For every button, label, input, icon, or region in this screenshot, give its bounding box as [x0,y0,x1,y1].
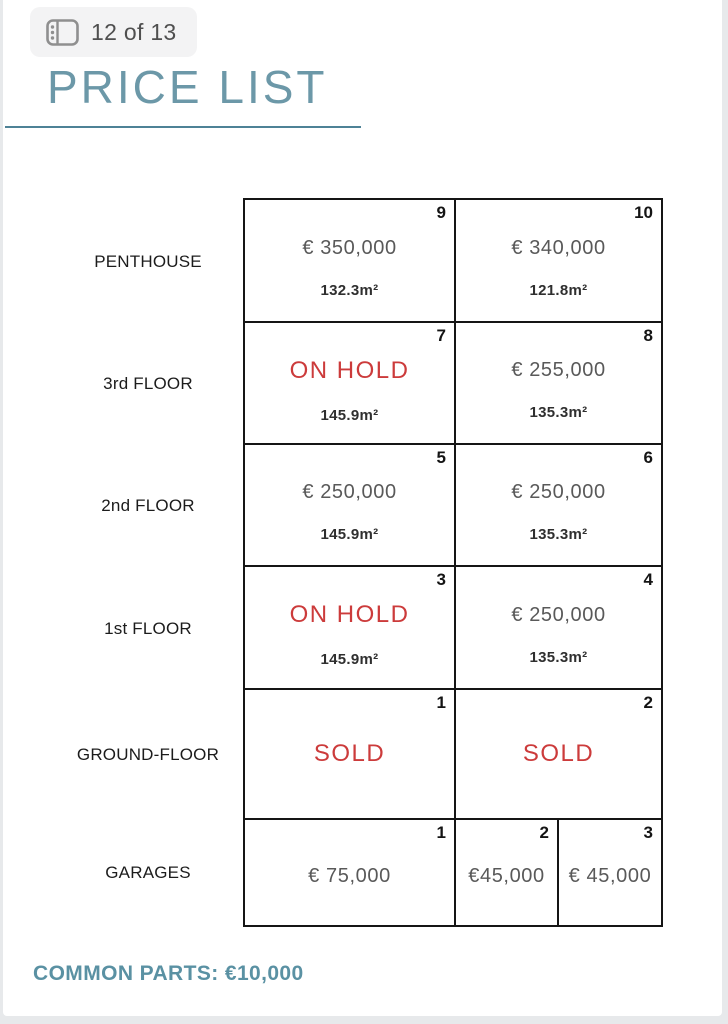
table-row-ground-floor [245,690,661,820]
unit-price: € 255,000 [511,359,606,381]
title-underline [5,126,361,128]
table-row-garages [245,820,661,925]
unit-area: 135.3m² [529,404,588,421]
table-row-2nd-floor [245,445,661,567]
unit-number: 6 [643,448,653,467]
garage-cell-2 [456,820,559,925]
floor-label-ground: GROUND-FLOOR [76,745,220,764]
page-title: PRICE LIST [47,61,328,113]
table-row-3rd-floor [245,323,661,445]
unit-number: 2 [539,823,549,842]
unit-price: € 340,000 [511,236,606,259]
unit-status: ON HOLD [289,356,410,384]
page-indicator-badge[interactable] [30,7,197,57]
garage-cell-3 [559,820,661,925]
unit-area: 135.3m² [529,648,588,666]
unit-cell-7 [245,323,456,443]
floor-label-penthouse: PENTHOUSE [94,251,202,271]
unit-cell-1 [245,690,456,818]
garage-price: €45,000 [468,865,545,887]
floor-label-3rd: 3rd FLOOR [103,374,193,393]
unit-number: 10 [634,203,653,222]
unit-area: 121.8m² [529,281,588,299]
unit-area: 145.9m² [320,651,379,668]
unit-status: ON HOLD [289,601,410,628]
floor-label-1st: 1st FLOOR [104,618,192,638]
unit-price: € 250,000 [302,481,397,503]
floor-label-2nd: 2nd FLOOR [101,496,195,515]
unit-status: SOLD [522,740,595,767]
document-page [3,0,722,1016]
unit-number: 2 [643,693,653,712]
common-parts-note: COMMON PARTS: €10,000 [33,962,304,985]
unit-area: 132.3m² [320,281,379,299]
table-row-penthouse [245,200,661,323]
unit-area: 145.9m² [320,526,379,543]
floor-labels-column [3,200,243,925]
page-indicator-label: 12 of 13 [91,18,177,45]
garage-price: € 75,000 [308,865,391,887]
unit-price: € 250,000 [511,481,606,503]
unit-number: 3 [643,823,653,842]
table-row-1st-floor [245,567,661,690]
unit-number: 4 [643,570,653,589]
floor-label-garages: GARAGES [105,862,191,882]
unit-number: 1 [436,823,446,842]
unit-number: 9 [436,203,446,222]
unit-status: SOLD [313,740,386,767]
unit-cell-8 [456,323,661,443]
unit-number: 7 [436,326,446,345]
unit-cell-5 [245,445,456,565]
unit-cell-10 [456,200,661,321]
unit-area: 135.3m² [529,526,588,543]
unit-price: € 250,000 [511,603,606,626]
unit-cell-2 [456,690,661,818]
page-gallery-icon [46,19,79,46]
unit-number: 8 [643,326,653,345]
unit-price: € 350,000 [302,236,397,259]
unit-cell-3 [245,567,456,688]
unit-cell-6 [456,445,661,565]
unit-number: 1 [436,693,446,712]
unit-number: 5 [436,448,446,467]
garage-price: € 45,000 [568,865,652,887]
garage-cell-1 [245,820,456,925]
unit-number: 3 [436,570,446,589]
unit-cell-9 [245,200,456,321]
price-table [243,198,663,927]
unit-cell-4 [456,567,661,688]
unit-area: 145.9m² [320,406,379,424]
